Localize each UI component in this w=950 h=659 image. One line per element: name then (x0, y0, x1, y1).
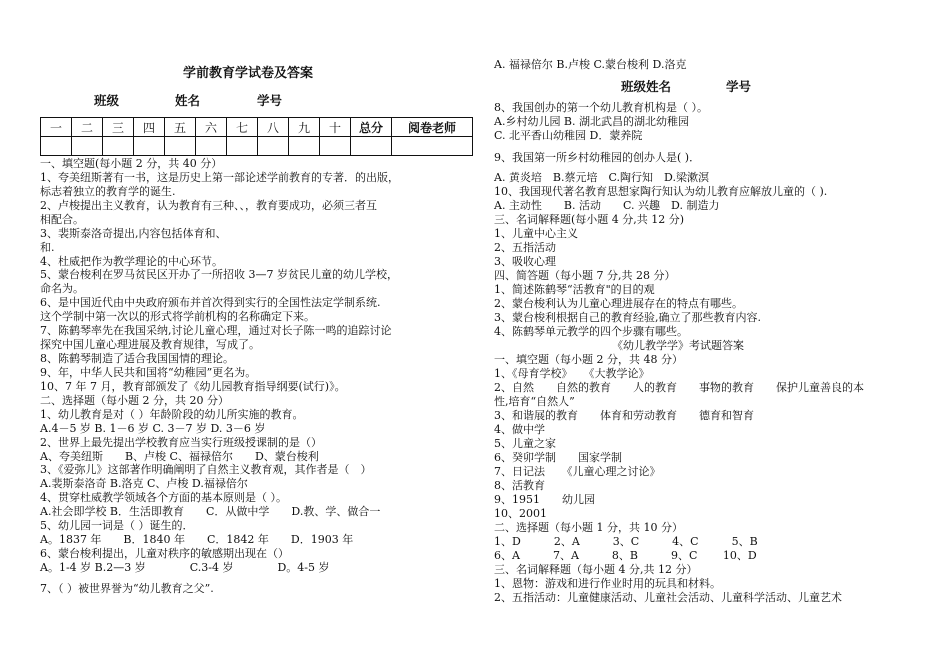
score-cell (134, 137, 165, 156)
text-line: 1、儿童中心主义 (494, 227, 578, 240)
text-line: 4、做中学 (494, 423, 545, 436)
text-line: A. 主动性 B. 活动 C. 兴趣 D. 制造力 (494, 199, 720, 212)
text-line: 2、五指活动 (494, 241, 556, 254)
text-line: 2、自然 自然的教育 人的教育 事物的教育 保护儿童善良的本 (494, 381, 864, 394)
text-line: C. 北平香山幼稚园 D．蒙养院 (494, 129, 643, 142)
text-line: 9、年，中华人民共和国将“幼稚园”更名为。 (40, 365, 257, 379)
score-cell (227, 137, 258, 156)
score-cell (289, 137, 320, 156)
text-line: 4、陈鹤琴单元教学的四个步骤有哪些。 (494, 325, 688, 338)
score-cell (320, 137, 351, 156)
score-cell (41, 137, 72, 156)
text-line: 3、裴斯泰洛奇提出,内容包括体育和、 (40, 226, 227, 240)
text-line: 10、我国现代著名教育思想家陶行知认为幼儿教育应解放儿童的（ ). (494, 185, 828, 198)
text-line: 1、《母育学校》 《大教学论》 (494, 367, 650, 380)
text-line: 2、世界上最先提出学校教育应当实行班级授课制的是（） (40, 435, 322, 449)
score-header-cell: 五 (165, 118, 196, 137)
right-top-line: A. 福禄倍尔 B.卢梭 C.蒙台梭利 D.洛克 (494, 58, 687, 71)
text-line: 8、活教育 (494, 479, 545, 492)
score-header-cell: 三 (103, 118, 134, 137)
name-label: 姓名 (175, 93, 201, 108)
score-cell (103, 137, 134, 156)
text-line: 和. (40, 240, 55, 254)
text-line: A、夸美纽斯 B、卢梭 C、福禄倍尔 D、蒙台梭利 (40, 449, 319, 463)
text-line: 二、选择题（每小题 2 分，共 20 分） (40, 393, 229, 407)
text-line: A.4－5 岁 B. 1－6 岁 C. 3－7 岁 D. 3－6 岁 (40, 421, 266, 435)
text-line: 10、2001 (494, 507, 547, 520)
text-line: 6、是中国近代由中央政府颁布并首次得到实行的全国性法定学制系统. (40, 296, 381, 310)
score-header-total: 总分 (351, 118, 392, 137)
text-line: 3、吸收心理 (494, 255, 556, 268)
score-header-cell: 七 (227, 118, 258, 137)
score-cell (392, 137, 473, 156)
text-line: 命名为。 (40, 282, 84, 296)
text-line: 四、简答题（每小题 7 分,共 28 分） (494, 269, 676, 282)
text-line: 3、蒙台梭利根据自己的教育经验,确立了那些教育内容. (494, 311, 761, 324)
text-line: A。1837 年 B．1840 年 C．1842 年 D．1903 年 (40, 533, 354, 547)
text-line: 性,培育“自然人” (494, 395, 575, 408)
text-line: 5、儿童之家 (494, 437, 556, 450)
text-line: 1、幼儿教育是对（ ）年龄阶段的幼儿所实施的教育。 (40, 407, 304, 421)
text-line: 10、7 年 7 月，教育部颁发了《幼儿园教育指导纲要(试行)》。 (40, 379, 346, 393)
text-line: 3、《爱弥儿》这部著作明确阐明了自然主义教育观，其作者是（ ） (40, 463, 372, 477)
text-line: 相配合。 (40, 212, 84, 226)
text-line: 三、名词解释题（每小题 4 分,共 12 分） (494, 563, 698, 576)
class-label: 班级 (94, 93, 120, 108)
text-line: 8、我国创办的第一个幼儿教育机构是（ ）。 (494, 101, 708, 114)
text-line: 6、蒙台梭利提出，儿童对秩序的敏感期出现在（） (40, 547, 289, 561)
score-header-cell: 八 (258, 118, 289, 137)
score-cell (72, 137, 103, 156)
text-line: 一、填空题（每小题 2 分，共 48 分） (494, 353, 683, 366)
text-line: 1、简述陈鹤琴“活教育"的目的观 (494, 283, 655, 296)
text-line: 7、日记法 《儿童心理之讨论》 (494, 465, 661, 478)
text-line: 这个学制中第一次以的形式将学前机构的名称确定下来。 (40, 310, 315, 324)
score-header-cell: 十 (320, 118, 351, 137)
score-header-cell: 九 (289, 118, 320, 137)
text-line: 2、卢梭提出主义教育，认为教育有三种、、，教育要成功，必须三者互 (40, 198, 377, 212)
score-cell (258, 137, 289, 156)
text-line: 8、陈鹤琴制造了适合我国国情的理论。 (40, 352, 234, 366)
text-line: 探究中国儿童心理进展及教育规律，写成了。 (40, 338, 260, 352)
score-table-header (41, 118, 473, 137)
text-line: A.乡村幼儿园 B. 湖北武昌的湖北幼稚园 (494, 115, 690, 128)
text-line: 6、A 7、A 8、B 9、C 10、D (494, 549, 757, 562)
text-line: 二、选择题（每小题 1 分，共 10 分） (494, 521, 683, 534)
score-table-blank-row (41, 137, 473, 156)
score-header-cell: 六 (196, 118, 227, 137)
text-line: 6、癸卯学制 国家学制 (494, 451, 622, 464)
text-line: A. 黄炎培 B.蔡元培 C.陶行知 D.梁漱溟 (494, 171, 709, 184)
score-table (40, 117, 473, 156)
text-line: 5、幼儿园一词是（ ）诞生的． (40, 519, 194, 533)
student-id-label: 学号 (257, 93, 283, 108)
text-line: 1、恩物：游戏和进行作业时用的玩具和材料。 (494, 577, 721, 590)
score-header-cell: 一 (41, 118, 72, 137)
class-name-label: 班级姓名 (621, 79, 672, 94)
answer-key-title: 《幼儿教学学》考试题答案 (612, 339, 744, 352)
score-header-cell: 二 (72, 118, 103, 137)
text-line: A.裴斯泰洛奇 B.洛克 C、卢梭 D.福禄倍尔 (40, 477, 248, 491)
text-line: 9、1951 幼儿园 (494, 493, 595, 506)
text-line: 三、名词解释题(每小题 4 分,共 12 分) (494, 213, 685, 226)
text-line: A.社会即学校 B．生活即教育 C．从做中学 D.教、学、做合一 (40, 505, 381, 519)
score-cell (165, 137, 196, 156)
text-line: 标志着独立的教育学的诞生. (40, 184, 176, 198)
score-header-grader: 阅卷老师 (392, 118, 473, 137)
text-line: 4、杜威把作为教学理论的中心环节。 (40, 254, 223, 268)
text-line: 1、夸美纽斯著有一书，这是历史上第一部论述学前教育的专著．的出版， (40, 170, 399, 184)
text-line: 1、D 2、A 3、C 4、C 5、B (494, 535, 758, 548)
paper-title: 学前教育学试卷及答案 (183, 66, 314, 81)
text-line: 4、贯穿杜威教学领域各个方面的基本原则是（ ）。 (40, 491, 287, 505)
text-line: 2、蒙台梭利认为儿童心理进展存在的特点有哪些。 (494, 297, 743, 310)
text-line: 5、蒙台梭利在罗马贫民区开办了一所招收 3—7 岁贫民儿童的幼儿学校， (40, 268, 398, 282)
text-line: A。1-4 岁 B.2—3 岁 C.3-4 岁 D。4-5 岁 (40, 560, 330, 574)
score-header-cell: 四 (134, 118, 165, 137)
score-cell (351, 137, 392, 156)
text-line: 2、五指活动：儿童健康活动、儿童社会活动、儿童科学活动、儿童艺术 (494, 591, 842, 604)
score-cell (196, 137, 227, 156)
text-line: 7、陈鹤琴率先在我国采纳,讨论儿童心理，通过对长子陈一鸣的追踪讨论 (40, 324, 392, 338)
text-line: 7、（ ）被世界誉为“幼儿教育之父”. (40, 582, 214, 595)
text-line: 3、和谐展的教育 体育和劳动教育 德育和智育 (494, 409, 754, 422)
text-line: 一、填空题(每小题 2 分，共 40 分） (40, 157, 223, 170)
student-id-label: 学号 (726, 79, 752, 94)
text-line: 9、我国第一所乡村幼稚园的创办人是( )． (494, 151, 701, 164)
